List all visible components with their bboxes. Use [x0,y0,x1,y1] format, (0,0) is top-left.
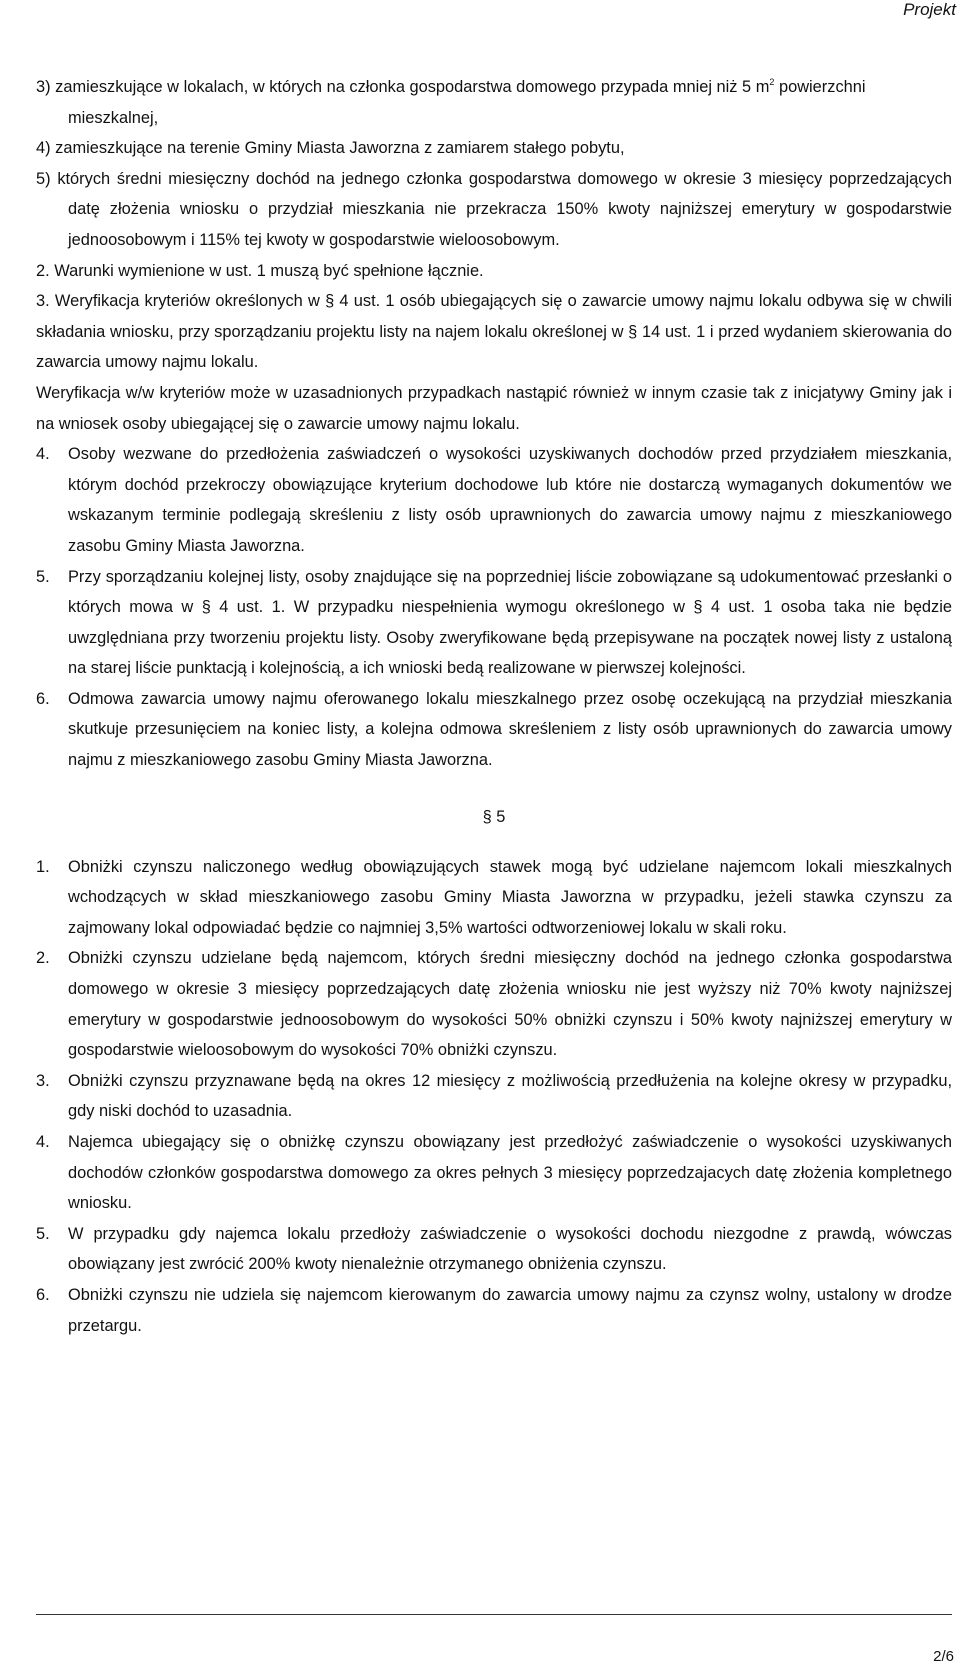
item-number: 6. [36,689,50,708]
item-number: 4. [36,445,50,464]
list-item [36,1127,952,1219]
paragraph [36,378,952,439]
sub-item-text: których średni miesięczny dochód na jednego członka gospodarstwa domowego w okresie 3 miesięcy poprzedzających datę złożenia wniosku o przydział mieszkania nie przekracza 150% kwoty najniższej emerytury w gospodarstwie jednoosobowym i 115% tej kwoty w gospodarstwie wieloosobowym. [57,169,952,249]
item-number: 1. [36,857,50,876]
list-item [36,1280,952,1341]
item-number: 2. [36,261,50,280]
item-text: Osoby wezwane do przedłożenia zaświadczeń o wysokości uzyskiwanych dochodów przed przydziałem mieszkania, którym dochód przekroczy obowiązujące kryterium dochodowe lub które nie dostarczą wymaganych dokumentów we wskazanym terminie podlegają skreśleniu z listy osób uprawnionych do zawarcia umowy najmu z mieszkaniowego zasobu Gminy Miasta Jaworzna. [68,445,952,555]
document-status-label: Projekt [903,0,956,19]
item-text: Warunki wymienione w ust. 1 muszą być spełnione łącznie. [54,261,484,280]
item-text: Najemca ubiegający się o obniżkę czynszu obowiązany jest przedłożyć zaświadczenie o wysokości uzyskiwanych dochodów członków gospodarstwa domowego za okres pełnych 3 miesięcy poprzedzajacych datę złożenia kompletnego wniosku. [68,1133,952,1213]
item-text: Obniżki czynszu udzielane będą najemcom, których średni miesięczny dochód na jednego członka gospodarstwa domowego w okresie 3 miesięcy poprzedzających datę złożenia wniosku nie jest wyższy niż 70% kwoty najniższej emerytury w gospodarstwie jednoosobowym do wysokości 50% obniżki czynszu i 50% kwoty najniższej emerytury w gospodarstwie wieloosobowym do wysokości 70% obniżki czynszu. [68,949,952,1060]
list-item [36,256,952,287]
list-item [36,164,952,256]
list-item [36,684,952,776]
item-text: Obniżki czynszu naliczonego według obowiązujących stawek mogą być udzielane najemcom lokali mieszkalnych wchodzących w skład mieszkaniowego zasobu Gminy Miasta Jaworzna w przypadku, jeżeli stawka czynszu za zajmowany lokal odpowiadać będzie co najmniej 3,5% wartości odtworzeniowej lokalu w skali roku. [68,857,952,937]
item-number: 2. [36,949,50,968]
list-item [36,1219,952,1280]
footer-divider [36,1614,952,1615]
list-item [36,72,952,133]
paragraph-text: Weryfikacja w/w kryteriów może w uzasadnionych przypadkach nastąpić również w innym czasie tak z inicjatywy Gminy jak i na wniosek osoby ubiegającej się o zawarcie umowy najmu lokalu. [36,383,952,433]
sub-item-text-end: powierzchni mieszkalnej, [68,78,866,127]
document-body [36,72,952,1341]
item-number: 5. [36,567,50,586]
list-item [36,943,952,1065]
item-text: W przypadku gdy najemca lokalu przedłoży zaświadczenie o wysokości dochodu niezgodne z prawdą, wówczas obowiązany jest zwrócić 200% kwoty nienależnie otrzymanego obniżenia czynszu. [68,1224,952,1274]
item-text: Przy sporządzaniu kolejnej listy, osoby znajdujące się na poprzedniej liście zobowiązane są udokumentować przesłanki o których mowa w § 4 ust. 1. W przypadku niespełnienia wymogu określonego w § 4 ust. 1 osoba taka nie będzie uwzględniana przy tworzeniu projektu listy. Osoby zweryfikowane będą przepisywane na początek nowej listy z ustaloną na starej liście punktacją i kolejnością, a ich wnioski bedą realizowane w pierwszej kolejności. [68,567,952,678]
item-number: 4. [36,1133,50,1151]
list-item [36,852,952,944]
sub-item-number: 3) [36,78,51,96]
sub-item-text: zamieszkujące w lokalach, w których na członka gospodarstwa domowego przypada mniej niż 5 m [55,78,770,96]
superscript: 2 [769,76,775,87]
page-number: 2/6 [933,1648,954,1665]
item-text: Odmowa zawarcia umowy najmu oferowanego lokalu mieszkalnego przez osobę oczekującą na przydział mieszkania skutkuje przesunięciem na koniec listy, a kolejna odmowa skreśleniem z listy osób uprawnionych do zawarcia umowy najmu z mieszkaniowego zasobu Gminy Miasta Jaworzna. [68,689,952,770]
sub-item-number: 5) [36,169,51,188]
sub-item-number: 4) [36,139,51,158]
section-title: § 5 [482,807,506,826]
item-number: 6. [36,1285,50,1304]
list-item [36,133,952,164]
item-text: Obniżki czynszu nie udziela się najemcom kierowanym do zawarcia umowy najmu za czynsz wolny, ustalony w drodze przetargu. [68,1285,952,1335]
list-item [36,439,952,561]
item-text: Obniżki czynszu przyznawane będą na okres 12 miesięcy z możliwością przedłużenia na kolejne okresy w przypadku, gdy niski dochód to uzasadnia. [68,1071,952,1121]
list-item [36,1066,952,1127]
item-number: 5. [36,1224,50,1243]
list-item [36,286,952,378]
sub-item-text: zamieszkujące na terenie Gminy Miasta Jaworzna z zamiarem stałego pobytu, [55,139,625,158]
item-number: 3. [36,292,50,311]
item-number: 3. [36,1071,50,1090]
item-text: Weryfikacja kryteriów określonych w § 4 ust. 1 osób ubiegających się o zawarcie umowy najmu lokalu odbywa się w chwili składania wniosku, przy sporządzaniu projektu listy na najem lokalu określonej w § 14 ust. 1 i przed wydaniem skierowania do zawarcia umowy najmu lokalu. [36,292,952,372]
list-item [36,562,952,684]
